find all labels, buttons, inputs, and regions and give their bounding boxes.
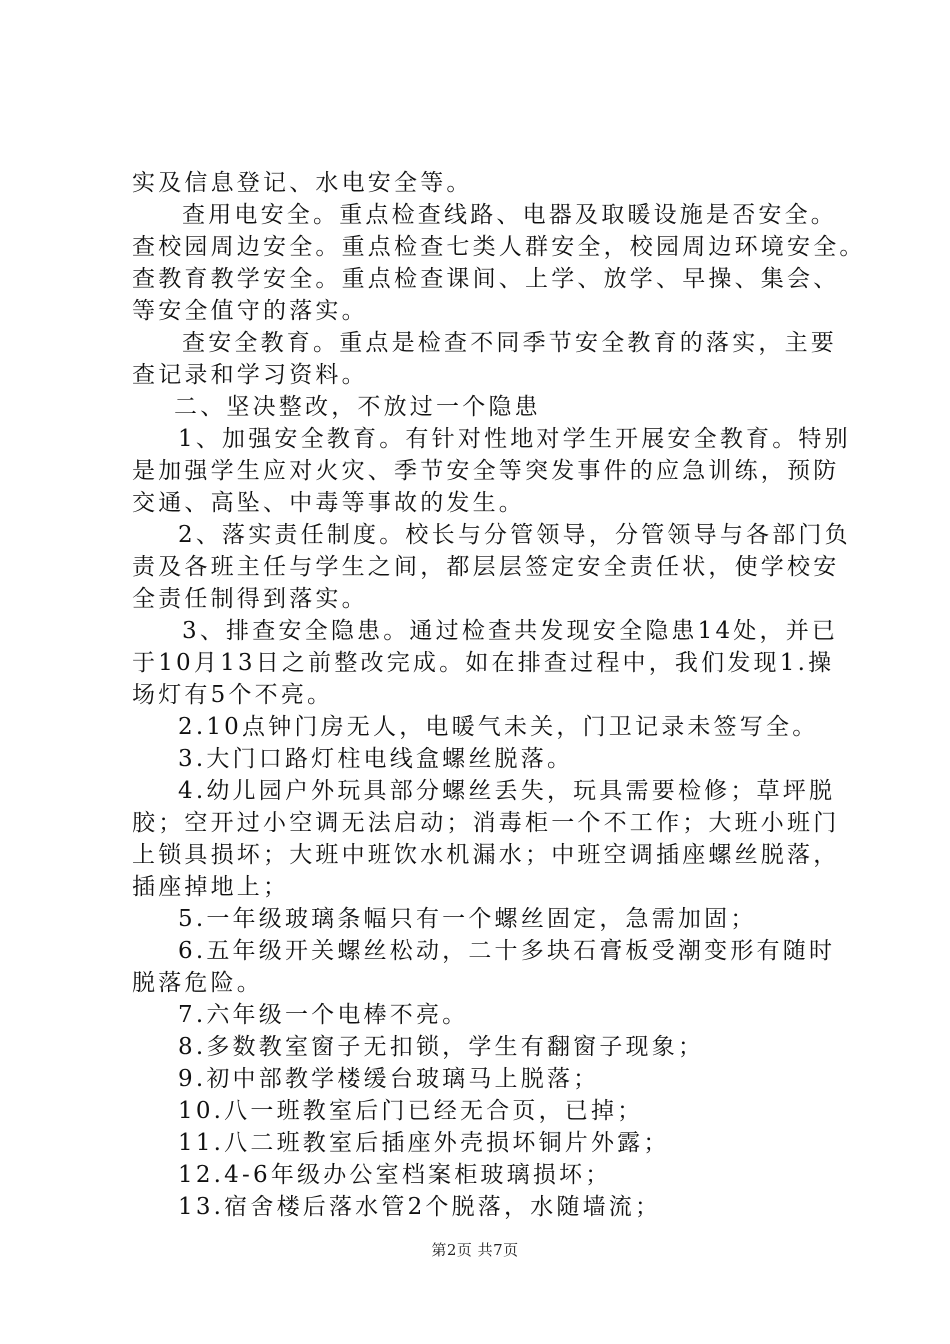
text-line: 脱落危险。 <box>132 970 263 996</box>
list-item: 7.六年级一个电棒不亮。 <box>178 1002 469 1028</box>
text-line: 交通、高坠、中毒等事故的发生。 <box>132 490 525 516</box>
text-line: 等安全值守的落实。 <box>132 298 368 324</box>
text-line: 是加强学生应对火灾、季节安全等突发事件的应急训练，预防 <box>132 458 840 484</box>
text-line: 全责任制得到落实。 <box>132 586 368 612</box>
text-line: 3、排查安全隐患。通过检查共发现安全隐患14处，并已 <box>182 618 839 644</box>
text-line: 查校园周边安全。重点检查七类人群安全，校园周边环境安全。 <box>132 234 866 260</box>
text-line: 1、加强安全教育。有针对性地对学生开展安全教育。特别 <box>178 426 851 452</box>
text-line: 查记录和学习资料。 <box>132 362 368 388</box>
text-line: 胶；空开过小空调无法启动；消毒柜一个不工作；大班小班门 <box>132 810 840 836</box>
text-line: 实及信息登记、水电安全等。 <box>132 170 473 196</box>
list-item: 5.一年级玻璃条幅只有一个螺丝固定，急需加固； <box>178 906 757 932</box>
text-line: 责及各班主任与学生之间，都层层签定安全责任状，使学校安 <box>132 554 840 580</box>
text-line: 上锁具损坏；大班中班饮水机漏水；中班空调插座螺丝脱落， <box>132 842 840 868</box>
text-line: 查教育教学安全。重点检查课间、上学、放学、早操、集会、 <box>132 266 840 292</box>
list-item: 12.4-6年级办公室档案柜玻璃损坏； <box>178 1162 612 1188</box>
list-item: 6.五年级开关螺丝松动，二十多块石膏板受潮变形有随时 <box>178 938 836 964</box>
list-item: 3.大门口路灯柱电线盒螺丝脱落。 <box>178 746 574 772</box>
list-item: 8.多数教室窗子无扣锁，学生有翻窗子现象； <box>178 1034 705 1060</box>
text-line: 场灯有5个不亮。 <box>132 682 334 708</box>
list-item: 13.宿舍楼后落水管2个脱落，水随墙流； <box>178 1194 662 1220</box>
list-item: 10.八一班教室后门已经无合页，已掉； <box>178 1098 644 1124</box>
page-footer: 第2页 共7页 <box>431 1241 519 1259</box>
text-line: 于10月13日之前整改完成。如在排查过程中，我们发现1.操 <box>132 650 835 676</box>
text-line: 2、落实责任制度。校长与分管领导，分管领导与各部门负 <box>178 522 851 548</box>
list-item: 9.初中部教学楼缓台玻璃马上脱落； <box>178 1066 600 1092</box>
list-item: 11.八二班教室后插座外壳损坏铜片外露； <box>178 1130 670 1156</box>
list-item: 4.幼儿园户外玩具部分螺丝丢失，玩具需要检修；草坪脱 <box>178 778 836 804</box>
text-line: 插座掉地上； <box>132 874 290 900</box>
section-heading: 二、坚决整改，不放过一个隐患 <box>174 394 541 420</box>
list-item: 2.10点钟门房无人，电暖气未关，门卫记录未签写全。 <box>178 714 819 740</box>
text-line: 查用电安全。重点检查线路、电器及取暖设施是否安全。 <box>182 202 837 228</box>
text-line: 查安全教育。重点是检查不同季节安全教育的落实，主要 <box>182 330 837 356</box>
